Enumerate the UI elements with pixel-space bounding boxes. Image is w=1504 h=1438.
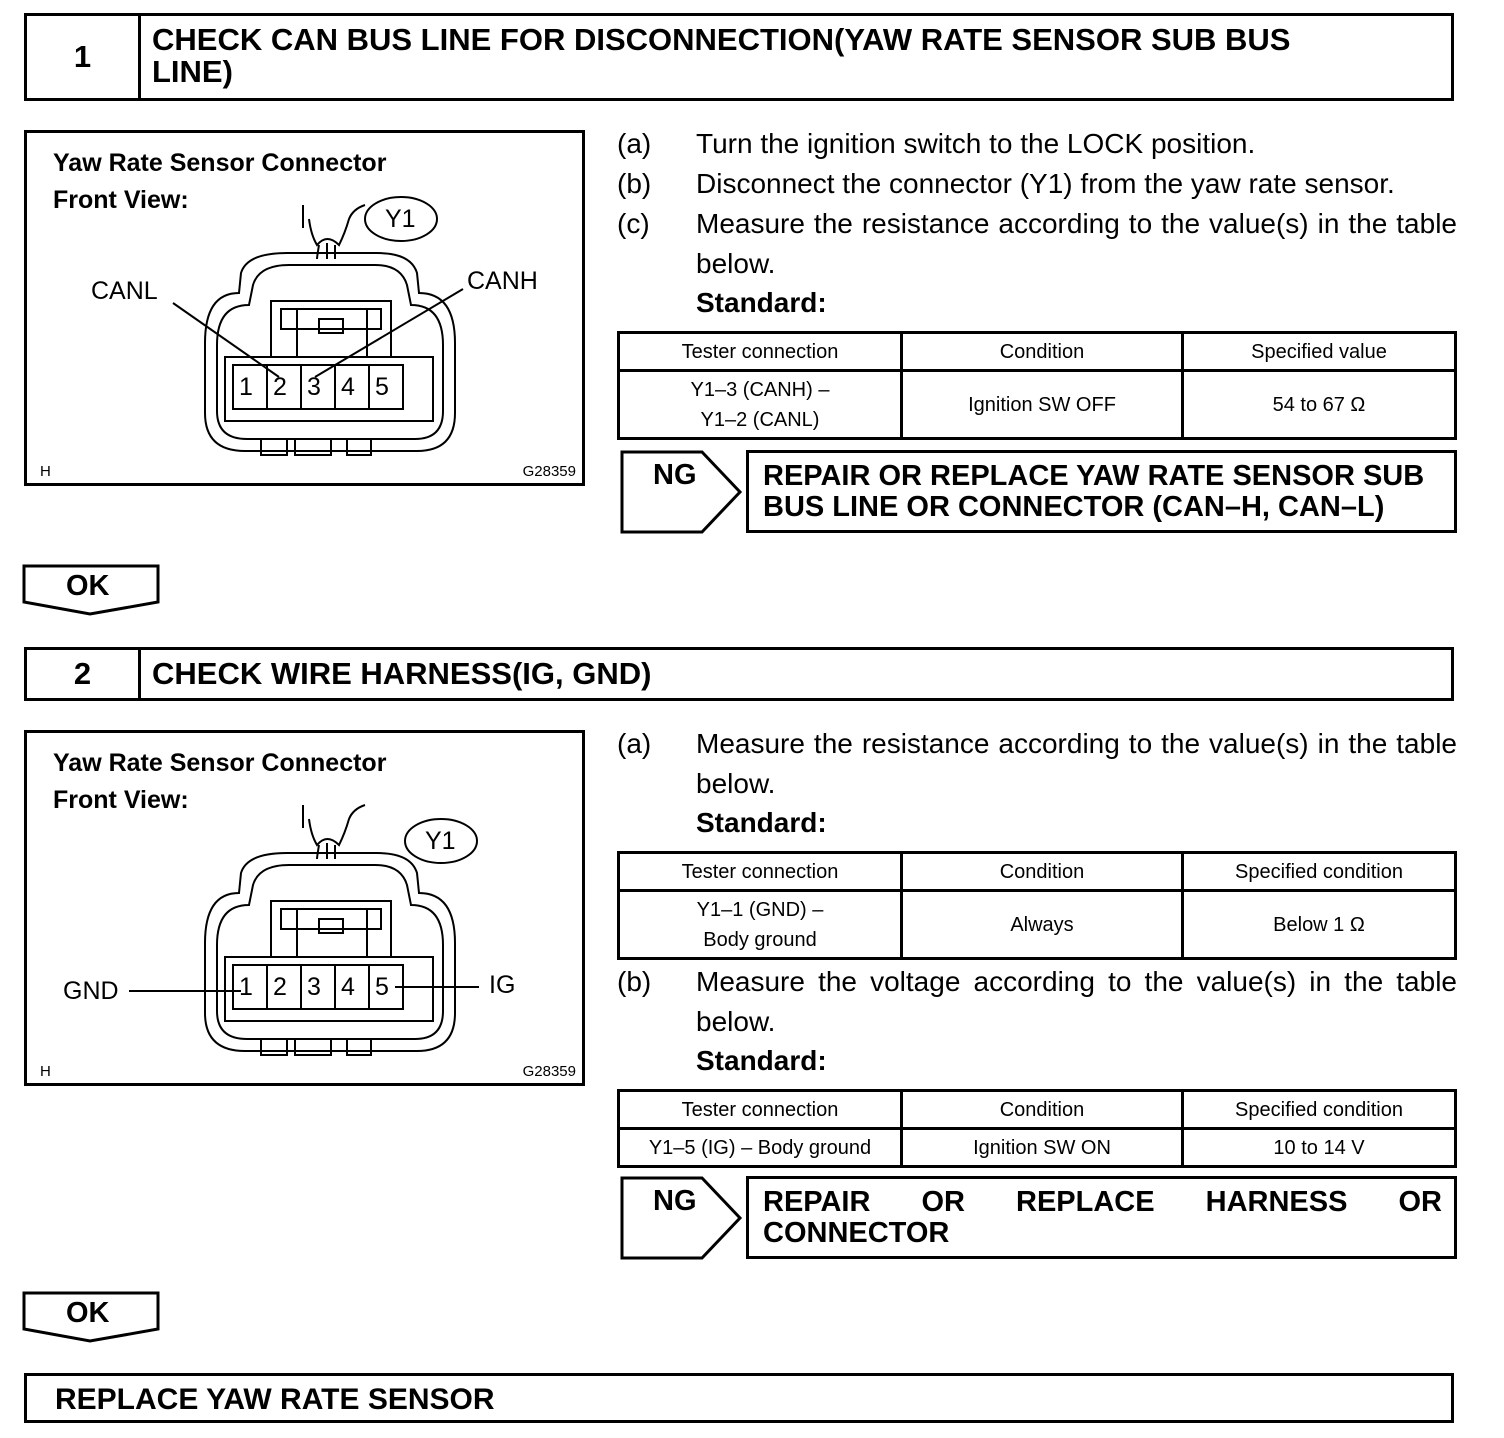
table-cell: Y1–3 (CANH) – Y1–2 (CANL) [619, 371, 902, 439]
pin-4: 4 [341, 373, 355, 401]
standard-label: Standard: [696, 1045, 827, 1076]
step1-header [24, 13, 1454, 101]
final-action: REPLACE YAW RATE SENSOR [24, 1373, 1454, 1423]
pin-1: 1 [239, 973, 253, 1001]
table-cell: Y1–5 (IG) – Body ground [619, 1129, 902, 1167]
ng-action: REPAIR OR REPLACE YAW RATE SENSOR SUB BUS LINE OR CONNECTOR (CAN–H, CAN–L) [746, 450, 1457, 533]
spec-table [617, 331, 1457, 440]
pin-3: 3 [307, 973, 321, 1001]
figure-title: Yaw Rate Sensor Connector Front View: [53, 749, 387, 814]
table-cell: Ignition SW ON [902, 1129, 1183, 1167]
pin-5: 5 [375, 973, 389, 1001]
ng-action: REPAIR OR REPLACE HARNESS OR CONNECTOR [746, 1176, 1457, 1259]
figure-code-right: G28359 [522, 463, 576, 480]
connector-id-label: Y1 [425, 827, 456, 855]
step2-figure [24, 730, 585, 1086]
step2-header [24, 647, 1454, 701]
table-cell: Ignition SW OFF [902, 371, 1183, 439]
table-header: Specified condition [1183, 1091, 1456, 1129]
step1-title: CHECK CAN BUS LINE FOR DISCONNECTION(YAW RATE SENSOR SUB BUS LINE) [152, 22, 1291, 89]
table-header: Tester connection [619, 1091, 902, 1129]
connector-id-label: Y1 [385, 205, 416, 233]
pin-1: 1 [239, 373, 253, 401]
canh-label: CANH [467, 267, 538, 295]
table-cell: Below 1 Ω [1183, 891, 1456, 959]
table-row [619, 1129, 1456, 1167]
figure-title: Yaw Rate Sensor Connector Front View: [53, 149, 387, 214]
standard-label: Standard: [696, 807, 827, 838]
pin-4: 4 [341, 973, 355, 1001]
pin-5: 5 [375, 373, 389, 401]
canl-label: CANL [91, 277, 158, 305]
step1-number: 1 [27, 16, 141, 98]
ok-label: OK [66, 570, 110, 602]
table-cell: Always [902, 891, 1183, 959]
table-row [619, 891, 1456, 959]
figure-code-left: H [40, 463, 51, 480]
pin-2: 2 [273, 373, 287, 401]
figure-code-right: G28359 [522, 1063, 576, 1080]
table-header: Specified value [1183, 333, 1456, 371]
spec-table [617, 1089, 1457, 1168]
table-row [619, 371, 1456, 439]
table-cell: 10 to 14 V [1183, 1129, 1456, 1167]
pin-2: 2 [273, 973, 287, 1001]
ok-label: OK [66, 1297, 110, 1329]
table-header: Condition [902, 853, 1183, 891]
table-header: Condition [902, 1091, 1183, 1129]
table-header: Tester connection [619, 333, 902, 371]
standard-label: Standard: [696, 287, 827, 318]
step2-number: 2 [27, 650, 141, 698]
step1-figure [24, 130, 585, 486]
table-header: Tester connection [619, 853, 902, 891]
table-header: Condition [902, 333, 1183, 371]
table-header: Specified condition [1183, 853, 1456, 891]
table-cell: Y1–1 (GND) – Body ground [619, 891, 902, 959]
figure-code-left: H [40, 1063, 51, 1080]
ig-label: IG [489, 971, 516, 999]
ng-label: NG [653, 459, 697, 491]
ng-label: NG [653, 1185, 697, 1217]
pin-3: 3 [307, 373, 321, 401]
step2-title: CHECK WIRE HARNESS(IG, GND) [152, 656, 652, 691]
table-cell: 54 to 67 Ω [1183, 371, 1456, 439]
spec-table [617, 851, 1457, 960]
gnd-label: GND [63, 977, 119, 1005]
